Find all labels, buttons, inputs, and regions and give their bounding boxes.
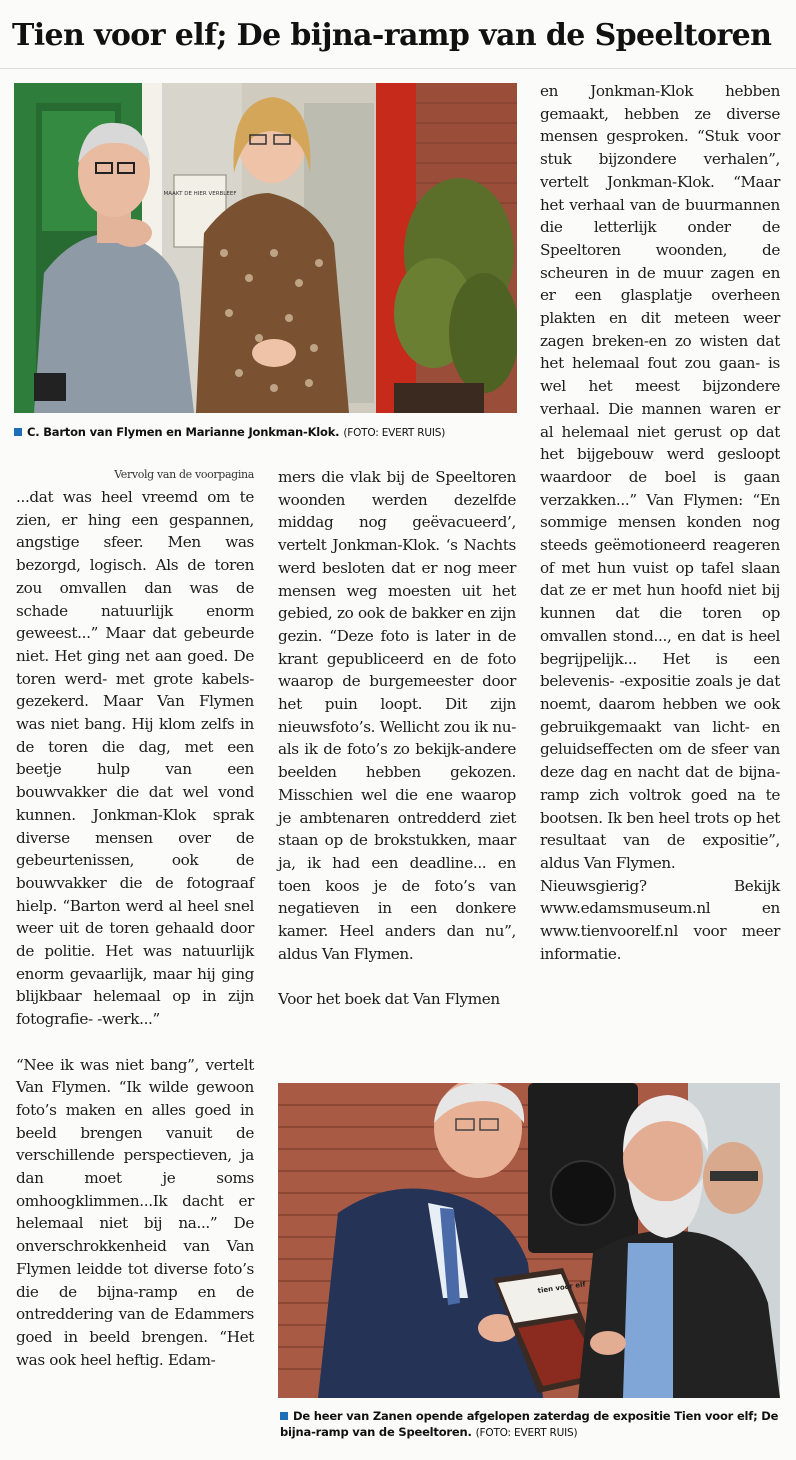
caption-marker	[280, 1412, 288, 1420]
photo1-caption	[14, 424, 524, 441]
paragraph: “Nee ik was niet bang”, vertelt Van Flymen. “Ik wilde gewoon foto’s maken en alles goed in beeld brengen vanuit de verschillende perspectieven, ja dan moet je soms omhoogklimmen...Ik dacht er helemaal niet bij na...” De onverschrokkenheid van Van Flymen leidde tot diverse foto’s die de bijna-ramp en de ontreddering van de Edammers goed in beeld brengen. “Het was ook heel heftig. Edam-	[16, 1055, 254, 1369]
photo2-caption	[280, 1408, 780, 1441]
paragraph: mers die vlak bij de Speeltoren woonden werden dezelfde middag nog geëvacueerd’, vertelt Jonkman-Klok. ‘s Nachts werd besloten dat er nog meer mensen weg moesten uit het gebied, zo ook de bakker en zijn gezin. “Deze foto is later in de krant gepubliceerd en de foto waarop de burgemeester door het puin loopt. Dit zijn nieuwsfoto’s. Wellicht zou ik nu- als ik de foto’s zo bekijk-andere beelden hebben gekozen. Misschien wel die ene waarop je ambtenaren ontredderd ziet staan op de brokstukken, maar ja, ik had een deadline... en toen koos je de foto’s van negatieven in een donkere kamer. Heel anders dan nu”, aldus Van Flymen.	[278, 468, 516, 963]
photo-van-zanen	[278, 1083, 780, 1398]
paragraph: Nieuwsgierig? Bekijk www.edamsmuseum.nl en www.tienvoorelf.nl voor meer informatie.	[540, 876, 780, 963]
photo-barton-jonkman	[14, 83, 517, 413]
photo1-credit: (FOTO: EVERT RUIS)	[343, 427, 446, 439]
photo2-credit: (FOTO: EVERT RUIS)	[475, 1427, 578, 1439]
article-column-2	[278, 466, 516, 1011]
photo2-caption-text: De heer van Zanen opende afgelopen zaterdag de expositie Tien voor elf; De bijna-ramp van de Speeltoren.	[280, 1409, 779, 1439]
article-column-3	[540, 80, 780, 965]
caption-marker	[14, 428, 22, 436]
header-divider	[0, 68, 796, 69]
paragraph: ...dat was heel vreemd om te zien, er hing een gespannen, angstige sfeer. Men was bezorgd, logisch. Als de toren zou omvallen dan was de schade natuurlijk enorm geweest...” Maar dat gebeurde niet. Het ging net aan goed. De toren werd- met grote kabels- gezekerd. Maar Van Flymen was niet bang. Hij klom zelfs in de toren die dag, met een beetje hulp van een bouwvakker die dat wel vond kunnen. Jonkman-Klok sprak diverse mensen over de gebeurtenissen, ook de bouwvakker die de fotograaf hielp. “Barton werd al heel snel weer uit de toren gehaald door de politie. Het was natuurlijk enorm gevaarlijk, maar hij ging blijkbaar helemaal op in zijn fotografie- -werk...”	[16, 488, 254, 1029]
headline: Tien voor elf; De bijna-ramp van de Speeltoren	[12, 18, 772, 53]
sign-text: MAAKT DE HIER VERBLEEF	[163, 191, 237, 197]
photo1-caption-text: C. Barton van Flymen en Marianne Jonkman-Klok.	[27, 425, 340, 439]
paragraph: en Jonkman-Klok hebben gemaakt, hebben ze diverse mensen gesproken. “Stuk voor stuk bijzondere verhalen”, vertelt Jonkman-Klok. “Maar het verhaal van de buurmannen die letterlijk onder de Speeltoren woonden, de scheuren in de muur zagen en er een glasplatje overheen plakten en dit meteen weer zagen breken-en zo wisten dat het helemaal fout zou gaan- is wel het meest bijzondere verhaal. Die mannen waren er al helemaal niet gerust op dat het bijgebouw werd gesloopt waardoor de boel is gaan verzakken...” Van Flymen: “En sommige mensen konden nog steeds geëmotioneerd reageren of met hun vuist op tafel slaan dat ze er met hun hoofd niet bij kunnen dat die toren op omvallen stond..., en dat is heel begrijpelijk... Het is een belevenis- -expositie zoals je dat noemt, daarom hebben we ook gebruikgemaakt van licht- en geluidseffecten om de sfeer van deze dag en nacht dat de bijna-ramp zich voltrok goed na te bootsen. Ik ben heel trots op het resultaat van de expositie”, aldus Van Flymen.	[540, 82, 780, 872]
article-column-1	[16, 466, 254, 1371]
book-title: tien voor elf	[537, 1280, 586, 1295]
paragraph: Voor het boek dat Van Flymen	[278, 990, 500, 1009]
continuation-kicker: Vervolg van de voorpagina	[114, 468, 254, 481]
